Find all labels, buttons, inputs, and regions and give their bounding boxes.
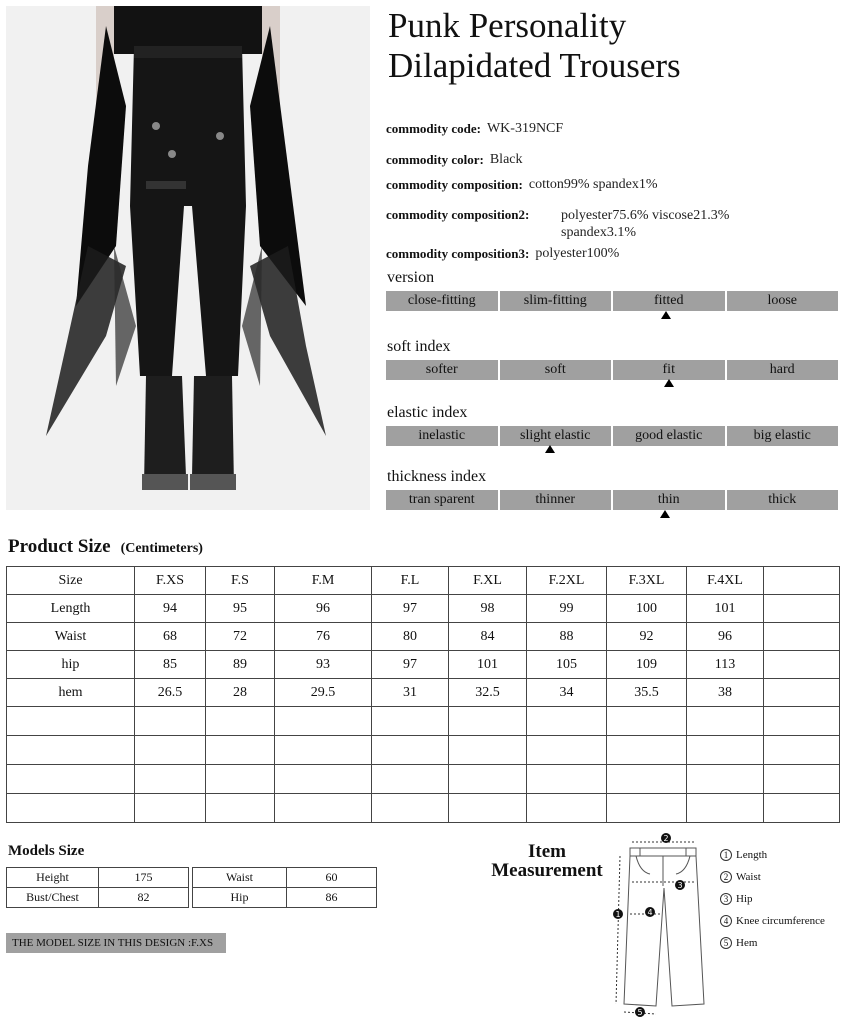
table-cell: 101 — [449, 651, 527, 679]
version-option: fitted — [613, 291, 725, 311]
table-cell — [7, 707, 135, 736]
version-option: loose — [727, 291, 839, 311]
commodity-composition-label: commodity composition: — [386, 177, 523, 192]
table-cell — [372, 707, 449, 736]
thickness-index-option: thick — [727, 490, 839, 510]
commodity-code-label: commodity code: — [386, 121, 481, 136]
table-cell: F.2XL — [527, 567, 607, 595]
table-cell — [687, 707, 764, 736]
table-cell: hip — [7, 651, 135, 679]
table-cell — [607, 765, 687, 794]
commodity-color-row — [386, 152, 523, 168]
table-cell: F.S — [206, 567, 275, 595]
product-title — [388, 6, 681, 86]
commodity-composition3-label: commodity composition3: — [386, 246, 530, 261]
table-empty-row — [7, 765, 840, 794]
table-cell: 96 — [687, 623, 764, 651]
version-option: close-fitting — [386, 291, 498, 311]
table-cell: 38 — [687, 679, 764, 707]
table-cell — [135, 794, 206, 823]
table-cell — [764, 707, 840, 736]
model-size-note: THE MODEL SIZE IN THIS DESIGN :F.XS — [6, 933, 226, 953]
table-cell — [607, 707, 687, 736]
svg-text:4: 4 — [647, 908, 653, 917]
table-cell: 31 — [372, 679, 449, 707]
product-size-title-text: Product Size — [8, 536, 111, 557]
elastic-index-option: big elastic — [727, 426, 839, 446]
table-cell: 175 — [99, 868, 189, 888]
thickness-index-option: thinner — [500, 490, 612, 510]
table-cell: Length — [7, 595, 135, 623]
version-bar — [386, 291, 838, 311]
table-cell — [764, 595, 840, 623]
svg-text:3: 3 — [677, 881, 683, 890]
table-empty-row — [7, 736, 840, 765]
commodity-composition3-row — [386, 246, 619, 262]
item-measurement-title-line1: Item — [528, 841, 566, 862]
table-cell — [372, 765, 449, 794]
table-cell: 96 — [275, 595, 372, 623]
table-cell: F.L — [372, 567, 449, 595]
table-header-row — [7, 567, 840, 595]
table-cell — [135, 707, 206, 736]
table-cell: hem — [7, 679, 135, 707]
table-cell: Waist — [7, 623, 135, 651]
table-cell — [449, 707, 527, 736]
table-cell: 28 — [206, 679, 275, 707]
table-cell: 68 — [135, 623, 206, 651]
table-cell — [449, 765, 527, 794]
legend-label: Hem — [736, 937, 758, 949]
table-cell — [275, 707, 372, 736]
table-cell: 98 — [449, 595, 527, 623]
table-cell — [372, 736, 449, 765]
thickness-index-label: thickness index — [387, 468, 487, 485]
table-cell: 97 — [372, 595, 449, 623]
table-cell: F.XL — [449, 567, 527, 595]
legend-number: 4 — [720, 915, 732, 927]
item-measurement-title-line2: Measurement — [491, 860, 603, 881]
elastic-index-label: elastic index — [387, 404, 468, 421]
table-cell: 94 — [135, 595, 206, 623]
table-cell: 29.5 — [275, 679, 372, 707]
product-size-table — [6, 566, 840, 823]
legend-item — [720, 844, 825, 866]
version-selected-marker — [661, 311, 671, 319]
table-cell: 89 — [206, 651, 275, 679]
elastic-index-selected-marker — [545, 445, 555, 453]
product-title-line2: Dilapidated Trousers — [388, 46, 681, 85]
thickness-index-bar — [386, 490, 838, 510]
table-cell — [764, 794, 840, 823]
table-cell: F.3XL — [607, 567, 687, 595]
table-cell: 60 — [287, 868, 377, 888]
table-cell: 101 — [687, 595, 764, 623]
table-empty-row — [7, 707, 840, 736]
version-label: version — [387, 269, 435, 286]
table-row — [7, 651, 840, 679]
table-cell — [135, 736, 206, 765]
table-cell: Bust/Chest — [7, 888, 99, 908]
table-cell — [527, 707, 607, 736]
table-row — [7, 595, 840, 623]
commodity-code-value: WK-319NCF — [486, 121, 564, 136]
table-cell: 109 — [607, 651, 687, 679]
table-cell: 34 — [527, 679, 607, 707]
table-cell — [607, 794, 687, 823]
table-cell: 105 — [527, 651, 607, 679]
thickness-index-option: tran sparent — [386, 490, 498, 510]
legend-item — [720, 888, 825, 910]
table-cell — [372, 794, 449, 823]
table-cell — [527, 765, 607, 794]
table-cell: 93 — [275, 651, 372, 679]
commodity-composition-row — [386, 177, 658, 193]
table-cell — [764, 679, 840, 707]
product-size-unit: (Centimeters) — [120, 541, 203, 556]
table-cell — [206, 765, 275, 794]
table-cell: Waist — [193, 868, 287, 888]
soft-index-option: hard — [727, 360, 839, 380]
table-cell: 85 — [135, 651, 206, 679]
table-cell — [275, 736, 372, 765]
legend-label: Hip — [736, 893, 753, 905]
table-cell: Height — [7, 868, 99, 888]
table-cell — [449, 794, 527, 823]
elastic-index-option: good elastic — [613, 426, 725, 446]
legend-number: 3 — [720, 893, 732, 905]
table-cell — [275, 794, 372, 823]
table-cell — [527, 794, 607, 823]
table-cell: Hip — [193, 888, 287, 908]
trousers-measurement-diagram — [606, 828, 718, 1024]
table-cell — [275, 765, 372, 794]
table-cell: 35.5 — [607, 679, 687, 707]
table-cell: 82 — [99, 888, 189, 908]
table-cell — [687, 765, 764, 794]
table-cell — [764, 651, 840, 679]
product-title-line1: Punk Personality — [388, 6, 627, 45]
models-size-table — [6, 867, 377, 908]
table-cell — [135, 765, 206, 794]
measurement-legend — [720, 844, 825, 954]
commodity-color-label: commodity color: — [386, 152, 484, 167]
table-cell: F.M — [275, 567, 372, 595]
soft-index-option: fit — [613, 360, 725, 380]
table-cell: 88 — [527, 623, 607, 651]
table-cell: 99 — [527, 595, 607, 623]
table-cell — [449, 736, 527, 765]
thickness-index-option: thin — [613, 490, 725, 510]
thickness-index-selected-marker — [660, 510, 670, 518]
product-size-title — [8, 536, 203, 558]
elastic-index-bar — [386, 426, 838, 446]
commodity-composition3-value: polyester100% — [535, 246, 620, 261]
svg-text:1: 1 — [615, 910, 621, 919]
table-row — [7, 679, 840, 707]
soft-index-selected-marker — [664, 379, 674, 387]
version-option: slim-fitting — [500, 291, 612, 311]
table-cell — [687, 736, 764, 765]
table-cell: 100 — [607, 595, 687, 623]
table-cell — [206, 736, 275, 765]
table-cell: 32.5 — [449, 679, 527, 707]
table-cell — [764, 623, 840, 651]
table-cell — [206, 707, 275, 736]
table-cell — [7, 794, 135, 823]
legend-label: Length — [736, 849, 768, 861]
table-row — [7, 888, 377, 908]
table-cell — [527, 736, 607, 765]
table-cell: 76 — [275, 623, 372, 651]
table-cell — [764, 736, 840, 765]
table-cell — [764, 567, 840, 595]
legend-item — [720, 866, 825, 888]
commodity-code-row — [386, 121, 563, 137]
soft-index-bar — [386, 360, 838, 380]
table-cell: Size — [7, 567, 135, 595]
table-cell: F.4XL — [687, 567, 764, 595]
soft-index-label: soft index — [387, 338, 451, 355]
commodity-composition2-value: polyester75.6% viscose21.3% spandex3.1% — [561, 208, 730, 240]
item-measurement-title — [480, 842, 614, 880]
table-cell — [607, 736, 687, 765]
table-cell: 84 — [449, 623, 527, 651]
legend-number: 2 — [720, 871, 732, 883]
soft-index-option: soft — [500, 360, 612, 380]
svg-text:2: 2 — [663, 834, 669, 843]
table-cell: 80 — [372, 623, 449, 651]
legend-number: 5 — [720, 937, 732, 949]
table-cell: 86 — [287, 888, 377, 908]
table-cell — [7, 765, 135, 794]
table-cell — [764, 765, 840, 794]
legend-item — [720, 932, 825, 954]
legend-label: Waist — [736, 871, 761, 883]
svg-text:5: 5 — [637, 1008, 643, 1017]
legend-number: 1 — [720, 849, 732, 861]
table-empty-row — [7, 794, 840, 823]
models-size-title: Models Size — [8, 843, 85, 859]
table-cell: 95 — [206, 595, 275, 623]
commodity-color-value: Black — [489, 152, 523, 167]
elastic-index-option: slight elastic — [500, 426, 612, 446]
table-cell — [206, 794, 275, 823]
table-cell: 72 — [206, 623, 275, 651]
table-cell — [687, 794, 764, 823]
soft-index-option: softer — [386, 360, 498, 380]
table-cell: F.XS — [135, 567, 206, 595]
product-photo — [6, 6, 370, 510]
table-cell: 113 — [687, 651, 764, 679]
table-cell: 97 — [372, 651, 449, 679]
table-cell — [7, 736, 135, 765]
legend-item — [720, 910, 825, 932]
table-row — [7, 868, 377, 888]
elastic-index-option: inelastic — [386, 426, 498, 446]
commodity-composition-value: cotton99% spandex1% — [528, 177, 658, 192]
table-cell: 26.5 — [135, 679, 206, 707]
commodity-composition2-label: commodity composition2: — [386, 207, 530, 222]
legend-label: Knee circumference — [736, 915, 825, 927]
table-cell: 92 — [607, 623, 687, 651]
table-row — [7, 623, 840, 651]
